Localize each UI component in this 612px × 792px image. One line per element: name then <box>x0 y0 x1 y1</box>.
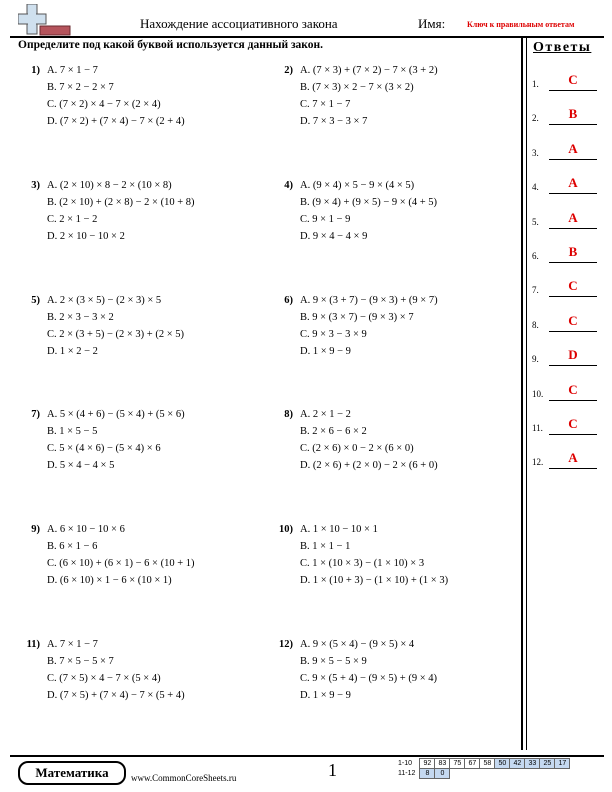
answer-number: 10. <box>532 388 544 399</box>
answer-option: A. (2 × 10) × 8 − 2 × (10 × 8) <box>47 180 172 191</box>
answer-option: D. (6 × 10) × 1 − 6 × (10 × 1) <box>47 575 172 586</box>
answer-option: D. (7 × 2) + (7 × 4) − 7 × (2 + 4) <box>47 116 185 127</box>
answer-option: B. (7 × 3) × 2 − 7 × (3 × 2) <box>300 82 414 93</box>
problem-options <box>47 406 185 474</box>
answer-value: C <box>568 381 578 397</box>
answer-option: D. (2 × 6) + (2 × 0) − 2 × (6 + 0) <box>300 460 438 471</box>
answer-option: C. (7 × 5) × 4 − 7 × (5 × 4) <box>47 673 161 684</box>
answer-option: B. 7 × 5 − 5 × 7 <box>47 656 114 667</box>
answer-number: 9. <box>532 354 539 365</box>
answer-value: A <box>568 175 578 191</box>
score-cell: 50 <box>495 759 510 769</box>
answer-option: D. 9 × 4 − 4 × 9 <box>300 231 368 242</box>
answer-option: C. 9 × 3 − 3 × 9 <box>300 329 367 340</box>
answer-option: D. (7 × 5) + (7 × 4) − 7 × (5 + 4) <box>47 690 185 701</box>
problem-options <box>300 62 438 130</box>
instructions: Определите под какой буквой используется данный закон. <box>18 39 324 51</box>
answer-line <box>549 365 597 366</box>
problem-options <box>47 636 185 704</box>
score-cell: 0 <box>435 769 450 779</box>
problem-number: 3) <box>31 180 40 191</box>
problem-number: 2) <box>284 65 293 76</box>
score-cell: 17 <box>555 759 570 769</box>
score-cell: 42 <box>510 759 525 769</box>
answer-line <box>549 124 597 125</box>
problem-number: 11) <box>26 639 40 650</box>
answer-option: A. 2 × 1 − 2 <box>300 409 351 420</box>
answer-option: B. 6 × 1 − 6 <box>47 541 98 552</box>
answer-option: A. 5 × (4 + 6) − (5 × 4) + (5 × 6) <box>47 409 185 420</box>
problem-options <box>300 636 437 704</box>
score-table <box>396 758 570 779</box>
score-cell: 75 <box>450 759 465 769</box>
problem-number: 5) <box>31 295 40 306</box>
answer-line <box>549 331 597 332</box>
score-row <box>396 759 570 769</box>
answer-value: A <box>568 450 578 466</box>
answer-number: 8. <box>532 319 539 330</box>
answer-row <box>532 106 598 126</box>
answer-line <box>549 193 597 194</box>
answer-option: C. (6 × 10) + (6 × 1) − 6 × (10 + 1) <box>47 558 195 569</box>
answer-option: C. 9 × 1 − 9 <box>300 214 351 225</box>
answer-option: B. (9 × 4) + (9 × 5) − 9 × (4 + 5) <box>300 197 438 208</box>
answer-column-divider <box>521 36 523 750</box>
answer-row <box>532 175 598 195</box>
answer-option: A. 7 × 1 − 7 <box>47 65 98 76</box>
answer-value: B <box>568 244 578 259</box>
score-row-label: 11-12 <box>398 770 416 777</box>
answer-option: C. (7 × 2) × 4 − 7 × (2 × 4) <box>47 99 161 110</box>
answer-option: A. 7 × 1 − 7 <box>47 639 98 650</box>
answer-value: C <box>568 72 578 87</box>
score-cell: 8 <box>420 769 435 779</box>
answer-number: 4. <box>532 182 539 193</box>
answer-option: C. (2 × 6) × 0 − 2 × (6 × 0) <box>300 443 414 454</box>
answer-row <box>532 381 598 402</box>
problem-options <box>300 177 437 245</box>
answer-column-divider-inner <box>526 36 527 750</box>
score-row-label: 1-10 <box>398 760 413 767</box>
page-number: 1 <box>328 760 337 780</box>
answer-option: B. 2 × 3 − 3 × 2 <box>47 312 114 323</box>
answer-line <box>549 468 597 469</box>
brand-badge: Математика <box>18 761 126 785</box>
score-cell: 25 <box>540 759 555 769</box>
score-cell: 92 <box>420 759 435 769</box>
problem-options <box>47 292 184 360</box>
answer-row <box>532 450 598 470</box>
answer-option: C. 5 × (4 × 6) − (5 × 4) × 6 <box>47 443 161 454</box>
answer-option: C. 7 × 1 − 7 <box>300 99 351 110</box>
answer-option: B. 1 × 5 − 5 <box>47 426 98 437</box>
answer-option: D. 1 × (10 + 3) − (1 × 10) + (1 × 3) <box>300 575 449 586</box>
answer-row <box>532 347 598 367</box>
answer-option: C. 2 × 1 − 2 <box>47 214 98 225</box>
answer-option: A. 6 × 10 − 10 × 6 <box>47 524 125 535</box>
problem-options <box>300 292 438 360</box>
answer-option: B. (2 × 10) + (2 × 8) − 2 × (10 + 8) <box>47 197 195 208</box>
name-label: Имя: <box>418 16 446 31</box>
answer-option: C. 9 × (5 + 4) − (9 × 5) + (9 × 4) <box>300 673 438 684</box>
answer-option: B. 9 × 5 − 5 × 9 <box>300 656 367 667</box>
footer-divider <box>10 755 604 757</box>
score-cell: 58 <box>480 759 495 769</box>
problem-options <box>300 521 448 589</box>
problem-options <box>47 177 195 245</box>
answer-number: 12. <box>532 457 544 468</box>
answer-line <box>549 262 597 263</box>
problem-options <box>47 521 195 589</box>
answer-line <box>549 400 597 401</box>
answer-value: C <box>568 278 578 294</box>
answer-option: D. 1 × 9 − 9 <box>300 690 351 701</box>
answer-option: A. (7 × 3) + (7 × 2) − 7 × (3 + 2) <box>300 65 438 76</box>
answer-number: 1. <box>532 79 539 89</box>
header-divider <box>10 36 604 38</box>
answer-option: D. 1 × 9 − 9 <box>300 346 351 357</box>
answer-option: D. 5 × 4 − 4 × 5 <box>47 460 115 471</box>
problem-number: 1) <box>31 65 40 76</box>
answer-value: B <box>568 106 578 122</box>
answer-option: A. (9 × 4) × 5 − 9 × (4 × 5) <box>300 180 415 191</box>
answer-number: 3. <box>532 147 539 158</box>
answer-option: A. 9 × (5 × 4) − (9 × 5) × 4 <box>300 639 415 650</box>
answer-option: D. 7 × 3 − 3 × 7 <box>300 116 368 127</box>
answer-row <box>532 416 598 436</box>
score-row <box>396 769 570 779</box>
problem-options <box>300 406 438 474</box>
answer-option: D. 2 × 10 − 10 × 2 <box>47 231 125 242</box>
answer-row <box>532 209 598 230</box>
answer-line <box>549 228 597 229</box>
answer-key-label: Ключ к правильным ответам <box>467 20 575 29</box>
answer-option: B. 9 × (3 × 7) − (9 × 3) × 7 <box>300 312 414 323</box>
answer-option: A. 9 × (3 + 7) − (9 × 3) + (9 × 7) <box>300 295 438 306</box>
problem-number: 8) <box>284 409 293 420</box>
answer-row <box>532 140 598 161</box>
problem-number: 7) <box>31 409 40 420</box>
answer-value: D <box>568 347 578 363</box>
answer-option: A. 1 × 10 − 10 × 1 <box>300 524 378 535</box>
answer-option: B. 2 × 6 − 6 × 2 <box>300 426 367 437</box>
answer-row <box>532 312 598 333</box>
answer-option: B. 1 × 1 − 1 <box>300 541 351 552</box>
answer-number: 7. <box>532 285 539 296</box>
answer-number: 11. <box>532 423 543 433</box>
answer-number: 6. <box>532 251 539 261</box>
answer-value: A <box>568 140 578 156</box>
answer-line <box>549 434 597 435</box>
math-plus-logo <box>18 4 78 36</box>
problem-options <box>47 62 185 130</box>
answers-title: Ответы <box>533 40 592 55</box>
answer-option: D. 1 × 2 − 2 <box>47 346 98 357</box>
answer-option: C. 2 × (3 + 5) − (2 × 3) + (2 × 5) <box>47 329 185 340</box>
score-cell: 83 <box>435 759 450 769</box>
answer-value: C <box>568 416 578 431</box>
answer-row <box>532 278 598 298</box>
problem-number: 12) <box>279 639 293 650</box>
answer-option: B. 7 × 2 − 2 × 7 <box>47 82 114 93</box>
score-cell: 67 <box>465 759 480 769</box>
answer-number: 5. <box>532 216 539 227</box>
answer-option: C. 1 × (10 × 3) − (1 × 10) × 3 <box>300 558 425 569</box>
answer-row <box>532 72 598 92</box>
site-url: www.CommonCoreSheets.ru <box>131 773 237 783</box>
answer-line <box>549 90 597 91</box>
answer-option: A. 2 × (3 × 5) − (2 × 3) × 5 <box>47 295 162 306</box>
problem-number: 4) <box>284 180 293 191</box>
answer-line <box>549 296 597 297</box>
score-cell: 33 <box>525 759 540 769</box>
answer-number: 2. <box>532 113 539 124</box>
worksheet-title: Нахождение ассоциативного закона <box>140 16 338 31</box>
answer-line <box>549 159 597 160</box>
answer-row <box>532 244 598 264</box>
answer-value: A <box>568 209 578 225</box>
problem-number: 10) <box>279 524 293 535</box>
problem-number: 6) <box>284 295 293 306</box>
answer-value: C <box>568 312 578 328</box>
problem-number: 9) <box>31 524 40 535</box>
